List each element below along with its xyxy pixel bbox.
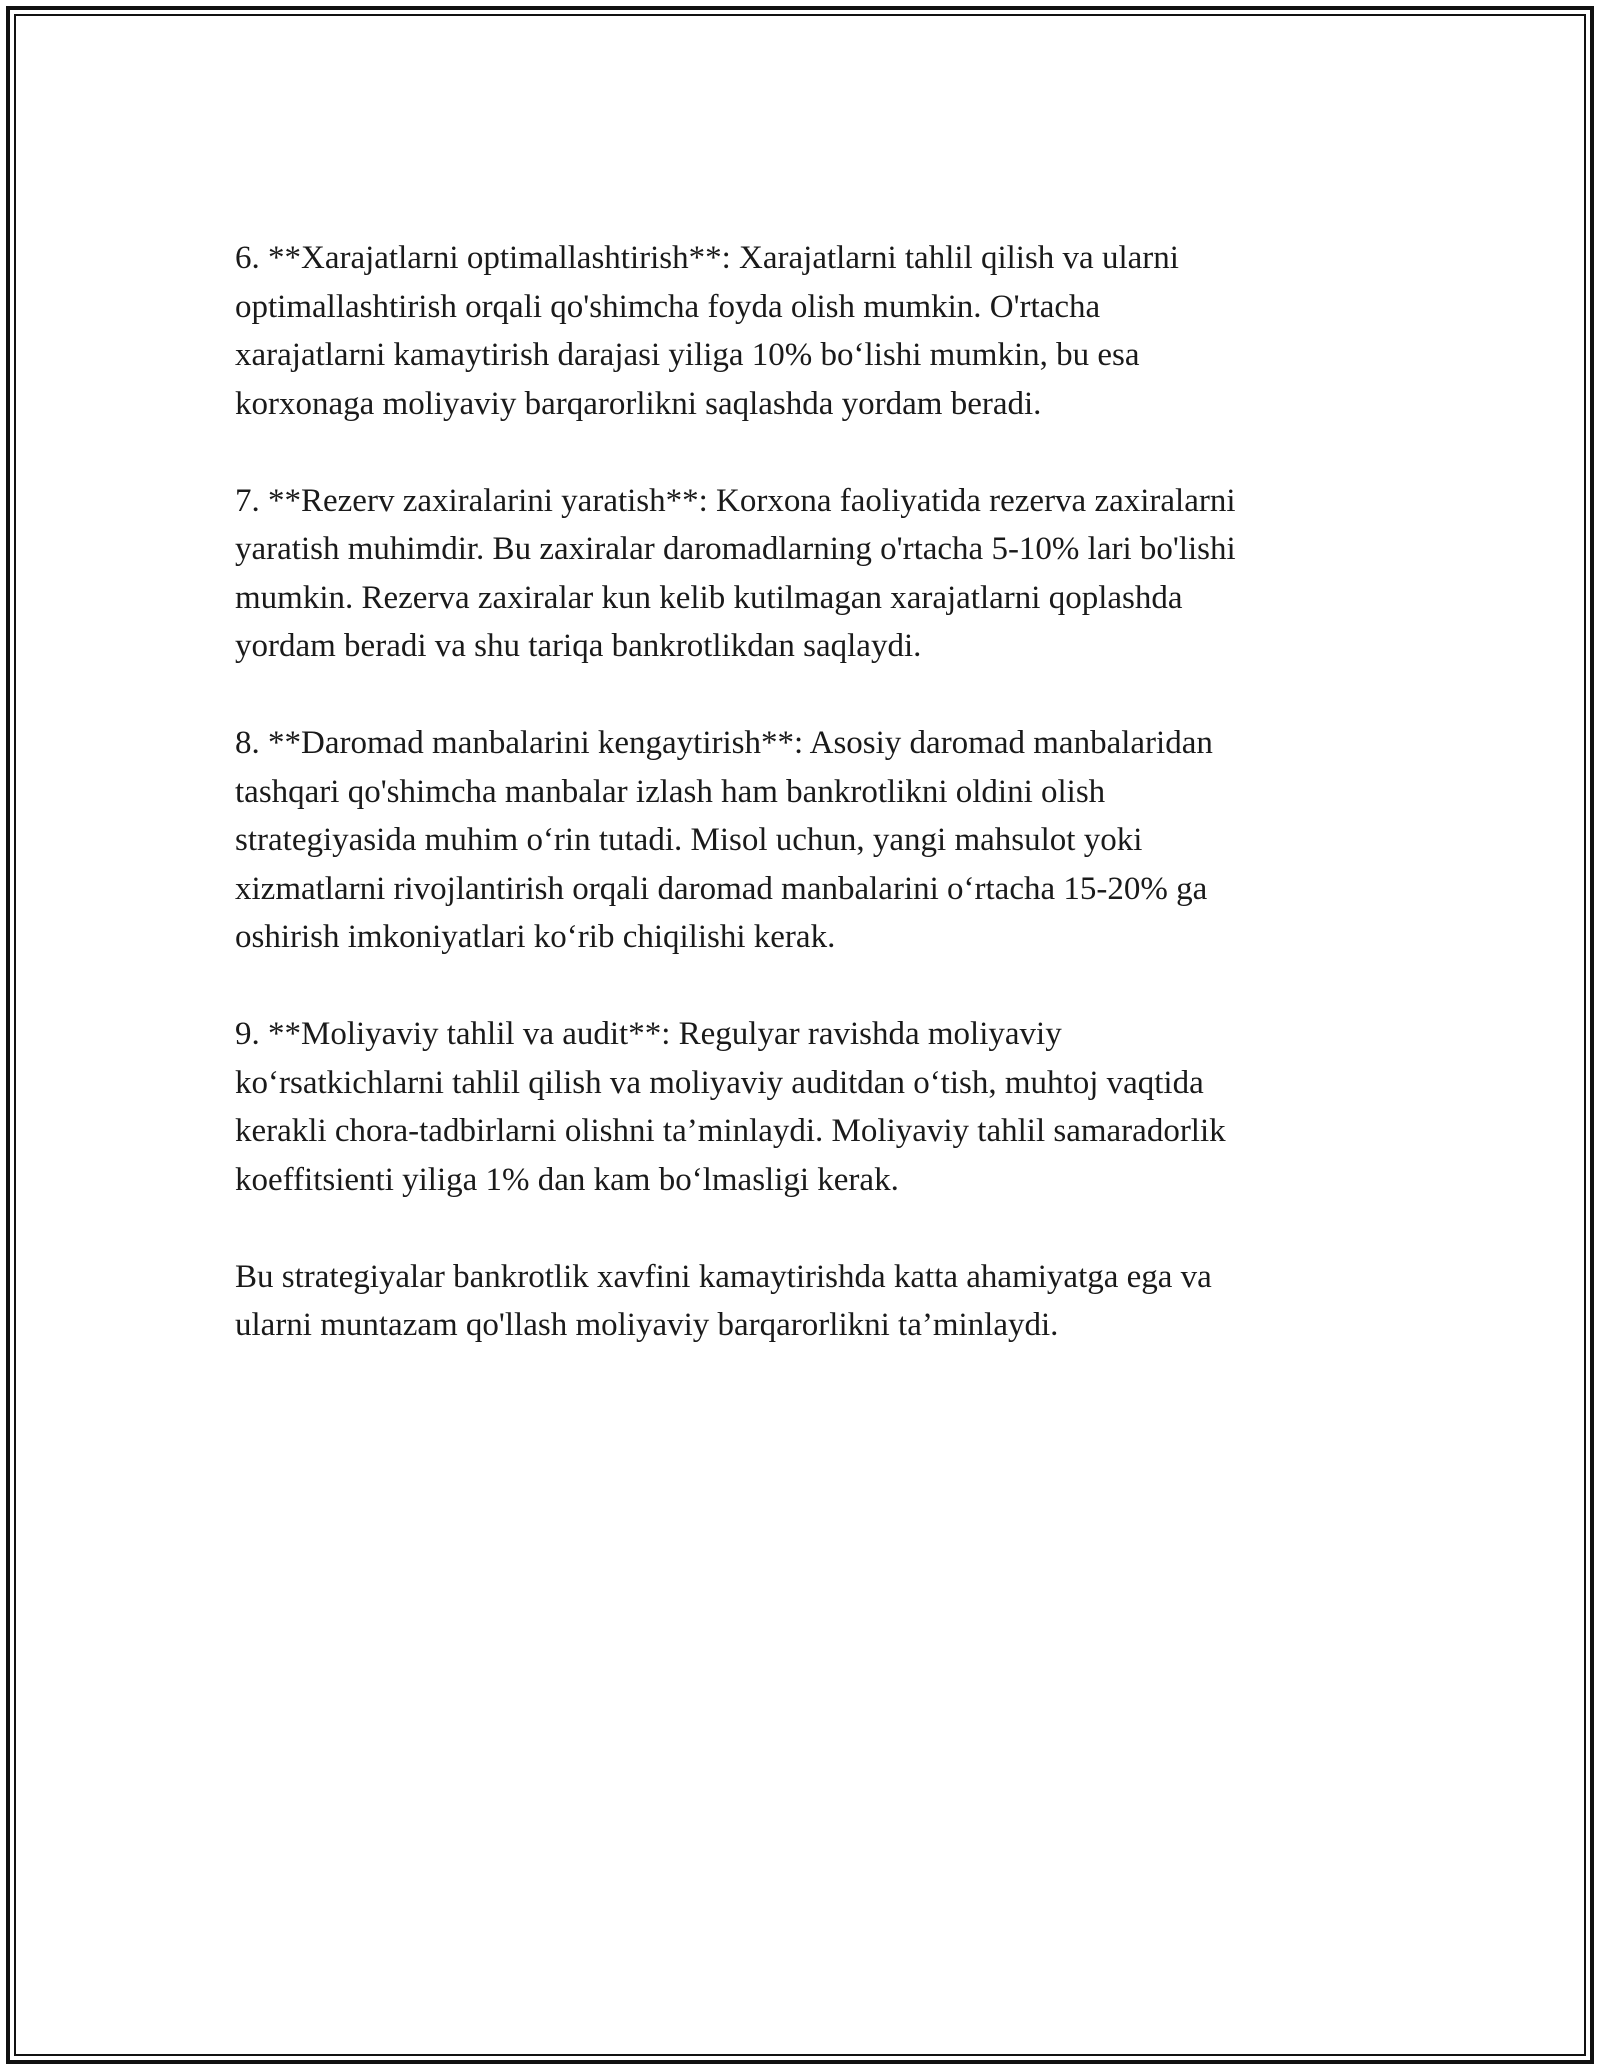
document-body [235, 234, 1365, 1398]
paragraph-financial-audit: 9. **Moliyaviy tahlil va audit**: Regulyar ravishda moliyaviy ko‘rsatkichlarni tahlil qilish va moliyaviy auditdan o‘tish, muhtoj vaqtida kerakli chora-tadbirlarni olishni ta’minlaydi. Moliyaviy tahlil samaradorlik koeffitsienti yiliga 1% dan kam bo‘lmasligi kerak. [235, 1016, 1226, 1198]
paragraph-income-sources: 8. **Daromad manbalarini kengaytirish**: Asosiy daromad manbalaridan tashqari qo'shimcha manbalar izlash ham bankrotlikni oldini olish strategiyasida muhim o‘rin tutadi. Misol uchun, yangi mahsulot yoki xizmatlarni rivojlantirish orqali daromad manbalarini o‘rtacha 15-20% ga oshirish imkoniyatlari ko‘rib chiqilishi kerak. [235, 725, 1213, 955]
paragraph-reserve-funds: 7. **Rezerv zaxiralarini yaratish**: Korxona faoliyatida rezerva zaxiralarni yaratish muhimdir. Bu zaxiralar daromadlarning o'rtacha 5-10% lari bo'lishi mumkin. Rezerva zaxiralar kun kelib kutilmagan xarajatlarni qoplashda yordam beradi va shu tariqa bankrotlikdan saqlaydi. [235, 482, 1236, 664]
paragraph-conclusion: Bu strategiyalar bankrotlik xavfini kamaytirishda katta ahamiyatga ega va ularni muntazam qo'llash moliyaviy barqarorlikni ta’minlaydi. [235, 1258, 1212, 1343]
paragraph-cost-optimization: 6. **Xarajatlarni optimallashtirish**: Xarajatlarni tahlil qilish va ularni optimallashtirish orqali qo'shimcha foyda olish mumkin. O'rtacha xarajatlarni kamaytirish darajasi yiliga 10% bo‘lishi mumkin, bu esa korxonaga moliyaviy barqarorlikni saqlashda yordam beradi. [235, 240, 1179, 422]
